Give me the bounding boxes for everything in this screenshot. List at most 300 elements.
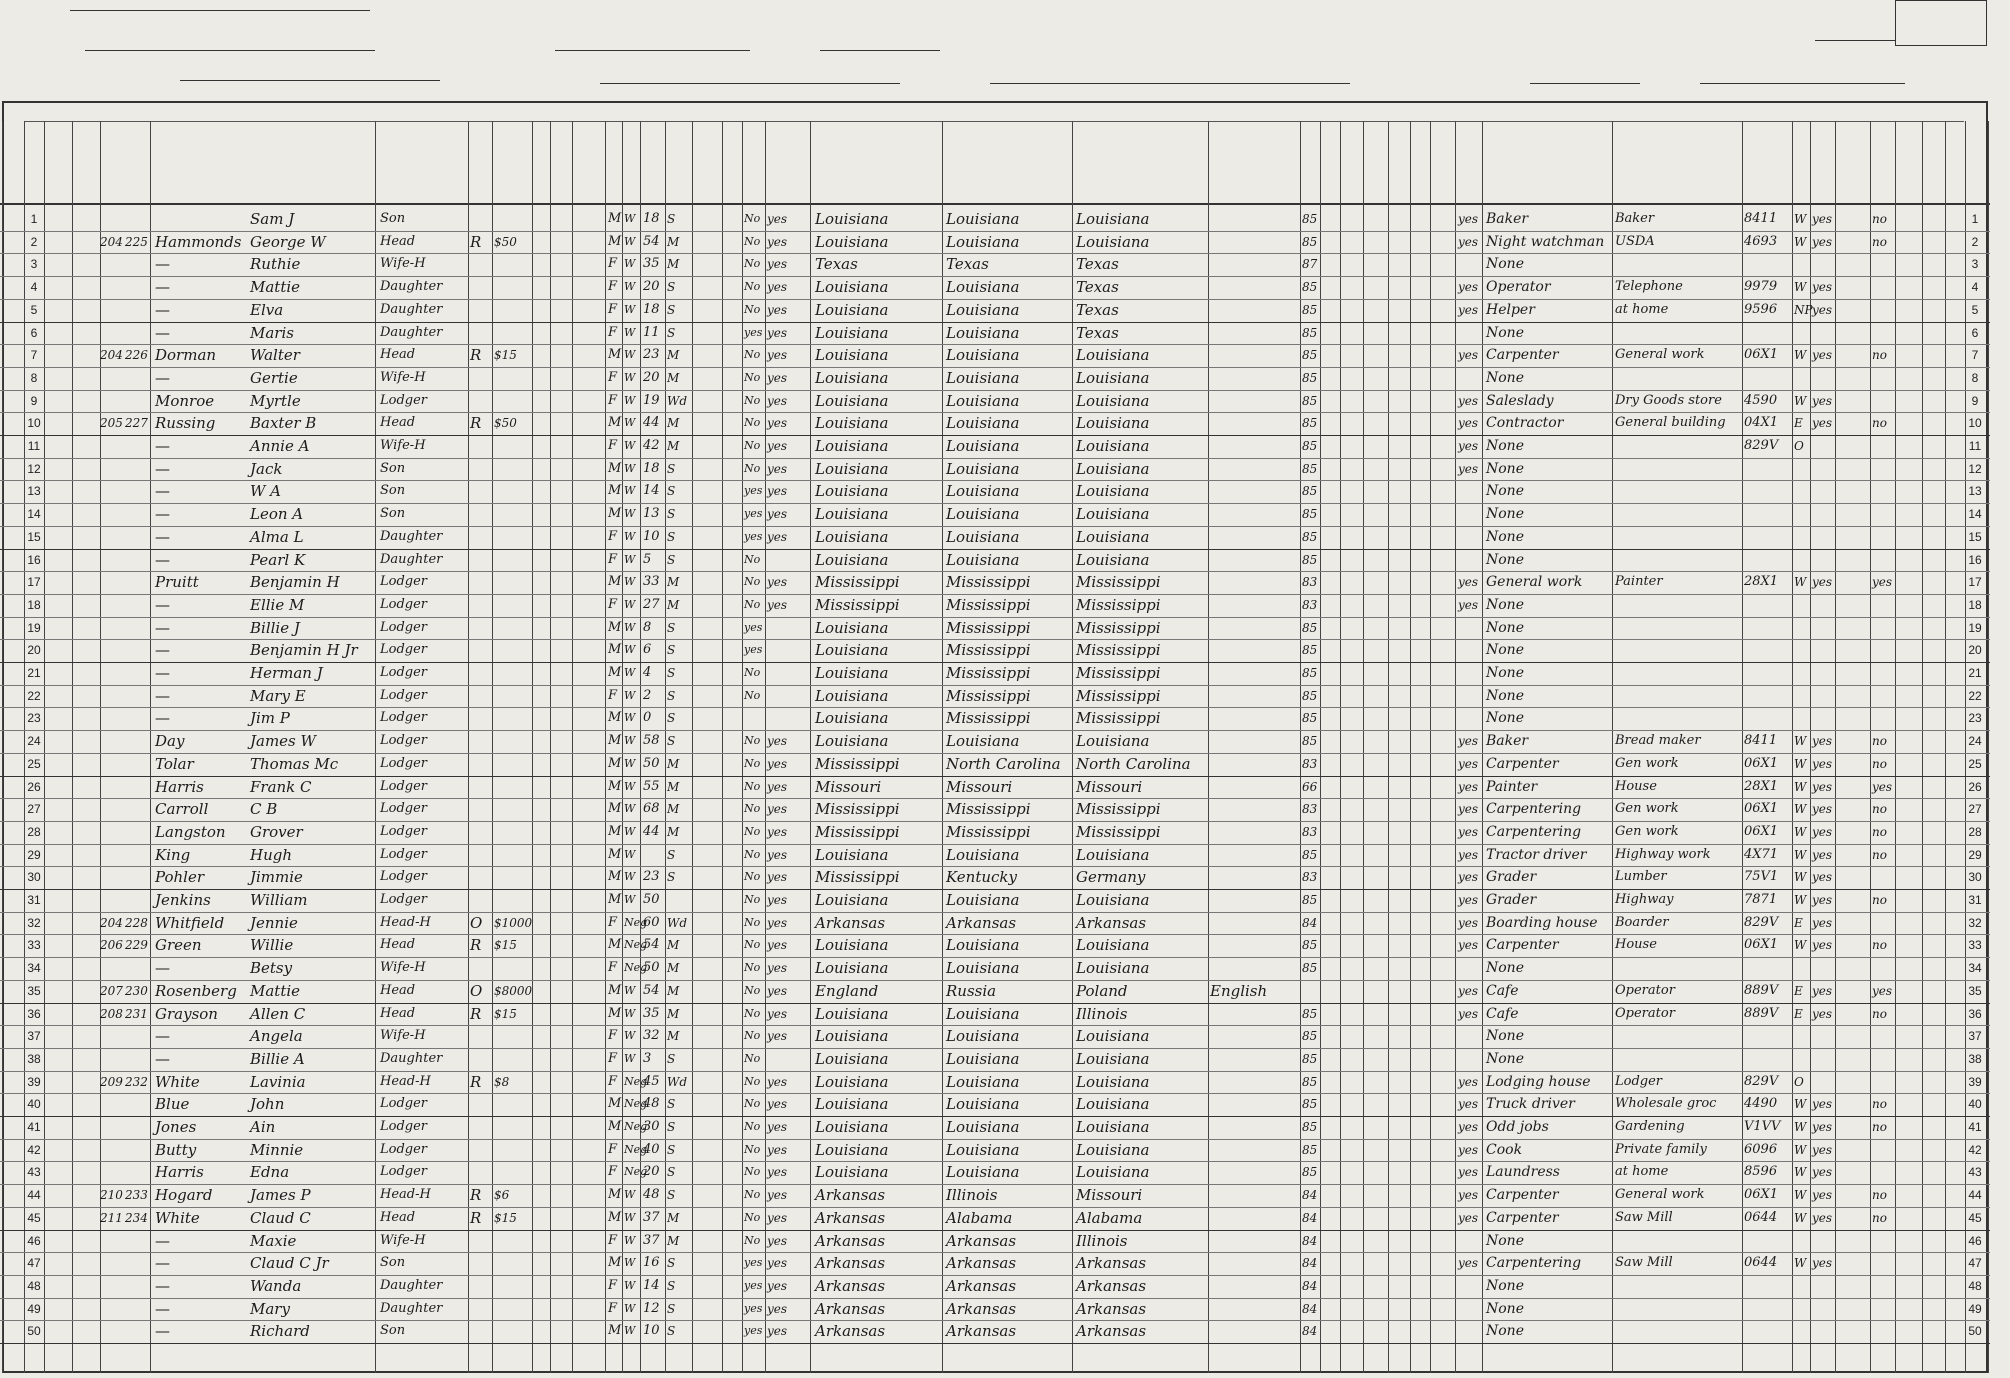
industry: Highway work	[1615, 846, 1711, 862]
occupation: None	[1486, 369, 1524, 386]
home-tenure	[470, 1298, 490, 1320]
occupation: None	[1486, 438, 1524, 454]
surname: Blue	[155, 1095, 190, 1114]
can-read: yes	[767, 370, 788, 385]
birthplace-father: Louisiana	[946, 1049, 1020, 1068]
relation: Head	[380, 233, 416, 249]
can-read: yes	[767, 348, 788, 363]
birthplace-father: Louisiana	[946, 300, 1020, 319]
birthplace-father: Louisiana	[946, 278, 1020, 297]
enumerator-underline	[1700, 83, 1905, 84]
age: 16	[643, 1255, 660, 1271]
relation: Daughter	[380, 279, 443, 295]
occupation-code: 06X1	[1744, 937, 1779, 953]
given-name: C B	[250, 800, 278, 819]
occupation-code: 04X1	[1744, 415, 1779, 431]
birth-code: 85	[1302, 961, 1318, 976]
home-tenure	[470, 549, 490, 571]
row-line	[0, 1343, 1990, 1344]
at-work	[1812, 594, 1836, 616]
birthplace-father: Mississippi	[946, 709, 1031, 728]
can-read: yes	[767, 938, 788, 953]
sex: M	[608, 574, 622, 590]
surname: —	[155, 278, 170, 297]
home-tenure	[470, 957, 490, 979]
marital-status: Wd	[667, 915, 688, 930]
surname: —	[155, 959, 170, 978]
occupation: Lodging house	[1486, 1073, 1591, 1090]
employed: yes	[1458, 824, 1479, 839]
sex: F	[608, 914, 618, 930]
birth-code: 85	[1302, 416, 1318, 431]
marital-status: S	[667, 1097, 676, 1112]
row-number: 38	[27, 1051, 41, 1066]
race: W	[624, 1233, 636, 1247]
given-name: James P	[250, 1186, 311, 1205]
family-number: 234	[125, 1210, 148, 1225]
occupation: Painter	[1486, 778, 1538, 795]
birthplace-father: Texas	[946, 255, 989, 274]
home-tenure	[470, 390, 490, 412]
employed: yes	[1458, 983, 1479, 998]
row-number-right: 5	[1971, 302, 1979, 317]
home-tenure	[470, 1252, 490, 1274]
school: No	[744, 734, 761, 748]
birth-code: 85	[1302, 1097, 1318, 1112]
row-number-right: 30	[1968, 870, 1982, 885]
birth-code: 85	[1302, 1120, 1318, 1134]
row-number: 18	[27, 597, 41, 612]
marital-status: S	[667, 507, 676, 522]
row-number-right: 14	[1968, 507, 1982, 522]
employed: yes	[1458, 1006, 1479, 1021]
race: W	[624, 529, 636, 543]
at-work	[1812, 662, 1836, 684]
family-number	[125, 639, 151, 661]
grid-column-line	[1870, 121, 1871, 1373]
school: yes	[744, 529, 763, 543]
industry: Saw Mill	[1615, 1255, 1673, 1271]
birthplace-father: Russia	[946, 981, 997, 1000]
veteran	[1872, 1161, 1896, 1183]
row-number: 35	[27, 983, 41, 998]
surname: —	[155, 709, 170, 728]
occupation: Saleslady	[1486, 392, 1554, 409]
row-number-right: 7	[1971, 348, 1979, 363]
veteran: no	[1872, 802, 1887, 817]
birthplace-person: Louisiana	[815, 618, 889, 637]
row-number-right: 42	[1968, 1142, 1982, 1157]
employed: yes	[1458, 1074, 1479, 1089]
row-number: 10	[27, 416, 41, 431]
occupation: Carpenter	[1486, 347, 1559, 364]
home-value	[494, 1252, 532, 1274]
family-number: 229	[125, 938, 148, 953]
school: No	[744, 234, 761, 248]
birthplace-mother: Louisiana	[1076, 391, 1150, 410]
birth-code: 85	[1302, 893, 1318, 907]
given-name: Willie	[250, 936, 294, 955]
home-value	[494, 685, 532, 707]
birth-code: 83	[1302, 756, 1318, 771]
employed: yes	[1458, 597, 1479, 612]
industry	[1615, 322, 1742, 344]
dwelling-number: 205	[100, 416, 123, 431]
sex: M	[608, 233, 622, 249]
sex: F	[608, 551, 618, 567]
surname: —	[155, 595, 170, 614]
race: W	[624, 461, 636, 475]
occupation-code: 0644	[1744, 1255, 1778, 1271]
employed: yes	[1458, 1165, 1479, 1180]
home-tenure: R	[470, 936, 482, 955]
class-of-worker	[1794, 1275, 1810, 1297]
school: No	[744, 597, 761, 611]
class-of-worker: W	[1794, 779, 1807, 794]
home-tenure	[470, 685, 490, 707]
race: W	[624, 666, 636, 679]
occupation: Cafe	[1486, 982, 1519, 999]
row-number: 34	[27, 961, 41, 976]
row-number-right: 37	[1968, 1029, 1982, 1044]
birthplace-person: Louisiana	[815, 709, 889, 728]
occupation-code	[1744, 1275, 1792, 1297]
row-number: 8	[30, 370, 38, 385]
veteran: no	[1872, 234, 1887, 249]
grid-column-line	[375, 121, 376, 1373]
surname: —	[155, 300, 170, 319]
birthplace-person: Louisiana	[815, 1072, 889, 1091]
veteran	[1872, 503, 1896, 525]
occupation: Truck driver	[1486, 1096, 1575, 1113]
block-underline	[820, 50, 940, 51]
family-number	[125, 821, 151, 843]
employed: yes	[1458, 416, 1479, 431]
class-of-worker: W	[1794, 824, 1807, 839]
birth-code: 85	[1302, 666, 1318, 680]
birthplace-father: Mississippi	[946, 618, 1031, 637]
at-work	[1812, 367, 1836, 389]
marital-status: M	[667, 824, 680, 839]
race: W	[624, 1188, 636, 1202]
at-work	[1812, 639, 1836, 661]
relation: Wife-H	[380, 1028, 426, 1044]
marital-status: S	[667, 325, 676, 340]
surname: —	[155, 664, 170, 682]
home-value	[494, 844, 532, 866]
row-number: 14	[27, 507, 41, 522]
age: 6	[643, 642, 652, 658]
birth-code: 84	[1302, 1301, 1318, 1316]
surname: —	[155, 459, 170, 478]
can-read: yes	[767, 1029, 788, 1044]
at-work: yes	[1812, 983, 1833, 998]
occupation: None	[1486, 596, 1524, 613]
dwelling-number: 210	[100, 1188, 123, 1203]
given-name: Baxter B	[250, 414, 317, 433]
occupation-code: 889V	[1744, 1005, 1779, 1021]
home-value	[494, 435, 532, 457]
marital-status: M	[667, 416, 680, 431]
grid-column-line	[742, 121, 743, 1373]
industry	[1615, 1025, 1742, 1047]
sex: M	[608, 665, 622, 680]
row-number-right: 45	[1968, 1210, 1982, 1225]
row-number: 49	[27, 1301, 41, 1316]
industry: Dry Goods store	[1615, 392, 1722, 408]
employed	[1458, 1048, 1482, 1070]
veteran: no	[1872, 1006, 1887, 1021]
race: Neg	[624, 1165, 648, 1179]
sex: M	[608, 846, 622, 862]
occupation-code: 28X1	[1744, 778, 1779, 794]
marital-status: S	[667, 620, 676, 635]
school: No	[744, 824, 761, 838]
veteran	[1872, 912, 1896, 934]
grid-column-line	[532, 121, 533, 1373]
birthplace-person: Louisiana	[815, 1027, 889, 1046]
school: No	[744, 302, 761, 316]
school: No	[744, 370, 761, 384]
family-number	[125, 571, 151, 593]
industry: Wholesale groc	[1615, 1096, 1717, 1112]
given-name: Mattie	[250, 278, 301, 297]
row-number-right: 3	[1971, 257, 1979, 272]
surname: Dorman	[155, 346, 217, 365]
sex: M	[608, 869, 622, 885]
employed	[1458, 1230, 1482, 1252]
surname: Butty	[155, 1140, 197, 1159]
county-underline	[85, 50, 375, 51]
home-tenure	[470, 526, 490, 548]
family-number	[125, 390, 151, 412]
race: W	[624, 779, 636, 793]
veteran	[1872, 480, 1896, 502]
birthplace-mother: Arkansas	[1076, 1299, 1147, 1318]
occupation-code	[1744, 957, 1792, 979]
sex: F	[608, 687, 618, 703]
birthplace-mother: Missouri	[1076, 777, 1143, 796]
veteran	[1872, 1025, 1896, 1047]
dwelling-number: 204	[100, 915, 123, 930]
class-of-worker	[1794, 662, 1810, 684]
surname: —	[155, 1254, 170, 1273]
birthplace-person: Louisiana	[815, 323, 889, 342]
birthplace-person: Louisiana	[815, 437, 889, 455]
grid-column-line	[942, 121, 943, 1373]
row-number: 3	[30, 257, 38, 272]
occupation-code	[1744, 1298, 1792, 1320]
age: 27	[643, 596, 660, 612]
can-read: yes	[767, 1324, 788, 1339]
birthplace-father: Louisiana	[946, 1004, 1020, 1023]
home-tenure	[470, 503, 490, 525]
relation: Son	[380, 506, 406, 522]
birth-code: 83	[1302, 870, 1318, 885]
occupation-code: 829V	[1744, 438, 1779, 453]
birth-code: 85	[1302, 507, 1318, 522]
class-of-worker	[1794, 707, 1810, 729]
age: 11	[643, 324, 660, 340]
at-work: yes	[1812, 1097, 1833, 1112]
race: W	[624, 711, 636, 725]
grid-column-line	[1482, 121, 1483, 1373]
row-number-right: 13	[1968, 484, 1982, 499]
home-tenure	[470, 821, 490, 843]
family-number	[125, 1252, 151, 1274]
at-work	[1812, 1298, 1836, 1320]
birthplace-person: Louisiana	[815, 891, 889, 909]
marital-status: M	[667, 575, 680, 590]
occupation: None	[1486, 1277, 1524, 1294]
family-number	[125, 367, 151, 389]
relation: Lodger	[380, 1119, 428, 1134]
at-work: yes	[1812, 893, 1833, 907]
age: 54	[643, 937, 660, 953]
birthplace-person: Arkansas	[815, 1254, 886, 1273]
veteran	[1872, 276, 1896, 298]
family-number	[125, 844, 151, 866]
can-read: yes	[767, 915, 788, 930]
school: yes	[744, 643, 763, 657]
row-number-right: 38	[1968, 1051, 1982, 1066]
race: W	[624, 688, 636, 702]
birth-code: 83	[1302, 802, 1318, 817]
class-of-worker	[1794, 526, 1810, 548]
class-of-worker	[1794, 1025, 1810, 1047]
home-tenure	[470, 1048, 490, 1070]
at-work	[1812, 435, 1836, 457]
surname: Harris	[155, 777, 204, 796]
birthplace-person: Mississippi	[815, 822, 900, 841]
home-tenure	[470, 1230, 490, 1252]
school: No	[744, 756, 761, 770]
age: 48	[643, 1096, 660, 1112]
race: W	[624, 1029, 636, 1043]
race: W	[624, 597, 636, 611]
occupation-code: 28X1	[1744, 574, 1779, 590]
family-number	[125, 1116, 151, 1138]
birthplace-person: Mississippi	[815, 754, 900, 773]
school: No	[744, 915, 761, 929]
employed: yes	[1458, 779, 1479, 794]
sex: F	[608, 301, 618, 317]
birthplace-father: Mississippi	[946, 800, 1031, 819]
home-value	[494, 571, 532, 593]
birthplace-father: Illinois	[946, 1186, 998, 1205]
school: No	[744, 983, 761, 997]
race: W	[624, 756, 636, 770]
age: 12	[643, 1300, 660, 1316]
home-tenure	[470, 889, 490, 911]
birth-code: 84	[1302, 915, 1318, 930]
age: 13	[643, 506, 660, 522]
birthplace-person: Louisiana	[815, 845, 889, 864]
birthplace-father: Mississippi	[946, 595, 1031, 614]
veteran	[1872, 957, 1896, 979]
occupation: Helper	[1486, 301, 1535, 318]
school: No	[744, 280, 761, 294]
birthplace-mother: Louisiana	[1076, 482, 1150, 501]
family-number	[125, 1161, 151, 1183]
veteran: no	[1872, 1188, 1887, 1203]
class-of-worker	[1794, 503, 1810, 525]
given-name: Benjamin H	[250, 573, 340, 592]
given-name: John	[250, 1095, 285, 1114]
given-name: Annie A	[250, 437, 310, 455]
home-value: $50	[494, 416, 517, 431]
given-name: Maris	[250, 323, 294, 342]
home-tenure	[470, 753, 490, 775]
school: No	[744, 416, 761, 430]
birthplace-mother: Texas	[1076, 255, 1119, 274]
race: W	[624, 1324, 636, 1338]
row-number: 27	[27, 802, 41, 817]
family-number	[125, 549, 151, 571]
birthplace-person: Louisiana	[815, 505, 889, 524]
employed: yes	[1458, 802, 1479, 817]
sex: F	[608, 324, 618, 340]
relation: Lodger	[380, 665, 428, 680]
industry: Saw Mill	[1615, 1209, 1673, 1225]
birth-code: 84	[1302, 1188, 1318, 1203]
grid-column-line	[692, 121, 693, 1373]
sex: F	[608, 369, 618, 385]
row-number: 17	[27, 575, 41, 590]
surname: Tolar	[155, 754, 194, 773]
age: 37	[643, 1209, 660, 1225]
employed	[1458, 662, 1482, 684]
sex: M	[608, 1005, 622, 1021]
home-tenure	[470, 776, 490, 798]
birth-code: 85	[1302, 393, 1318, 408]
employed	[1458, 503, 1482, 525]
birth-code: 85	[1302, 529, 1318, 544]
surname: —	[155, 482, 170, 501]
class-of-worker: W	[1794, 1256, 1807, 1271]
surname: Rosenberg	[155, 981, 237, 1000]
can-read: yes	[767, 961, 788, 976]
race: W	[624, 1278, 636, 1292]
relation: Son	[380, 460, 406, 476]
age: 55	[643, 778, 660, 794]
family-number	[125, 617, 151, 639]
birthplace-mother: Louisiana	[1076, 1118, 1150, 1136]
industry	[1615, 1275, 1742, 1297]
at-work: yes	[1812, 870, 1833, 885]
occupation-code: 0644	[1744, 1209, 1778, 1225]
occupation: Tractor driver	[1486, 846, 1587, 863]
race: W	[624, 575, 636, 589]
relation: Head-H	[380, 1187, 431, 1203]
unincorporated-underline	[600, 83, 900, 84]
occupation: General work	[1486, 574, 1583, 591]
veteran	[1872, 435, 1896, 457]
at-work: yes	[1812, 915, 1833, 930]
surname: —	[155, 1027, 170, 1046]
age: 54	[643, 233, 660, 249]
school: No	[744, 439, 761, 452]
grid-column-line	[572, 121, 573, 1373]
race: W	[624, 847, 636, 861]
industry	[1615, 503, 1742, 525]
employed	[1458, 367, 1482, 389]
occupation: None	[1486, 1232, 1524, 1249]
relation: Wife-H	[380, 369, 426, 385]
birthplace-mother: Arkansas	[1076, 1254, 1147, 1273]
given-name: Myrtle	[250, 391, 301, 410]
birth-code: 85	[1302, 1029, 1318, 1044]
